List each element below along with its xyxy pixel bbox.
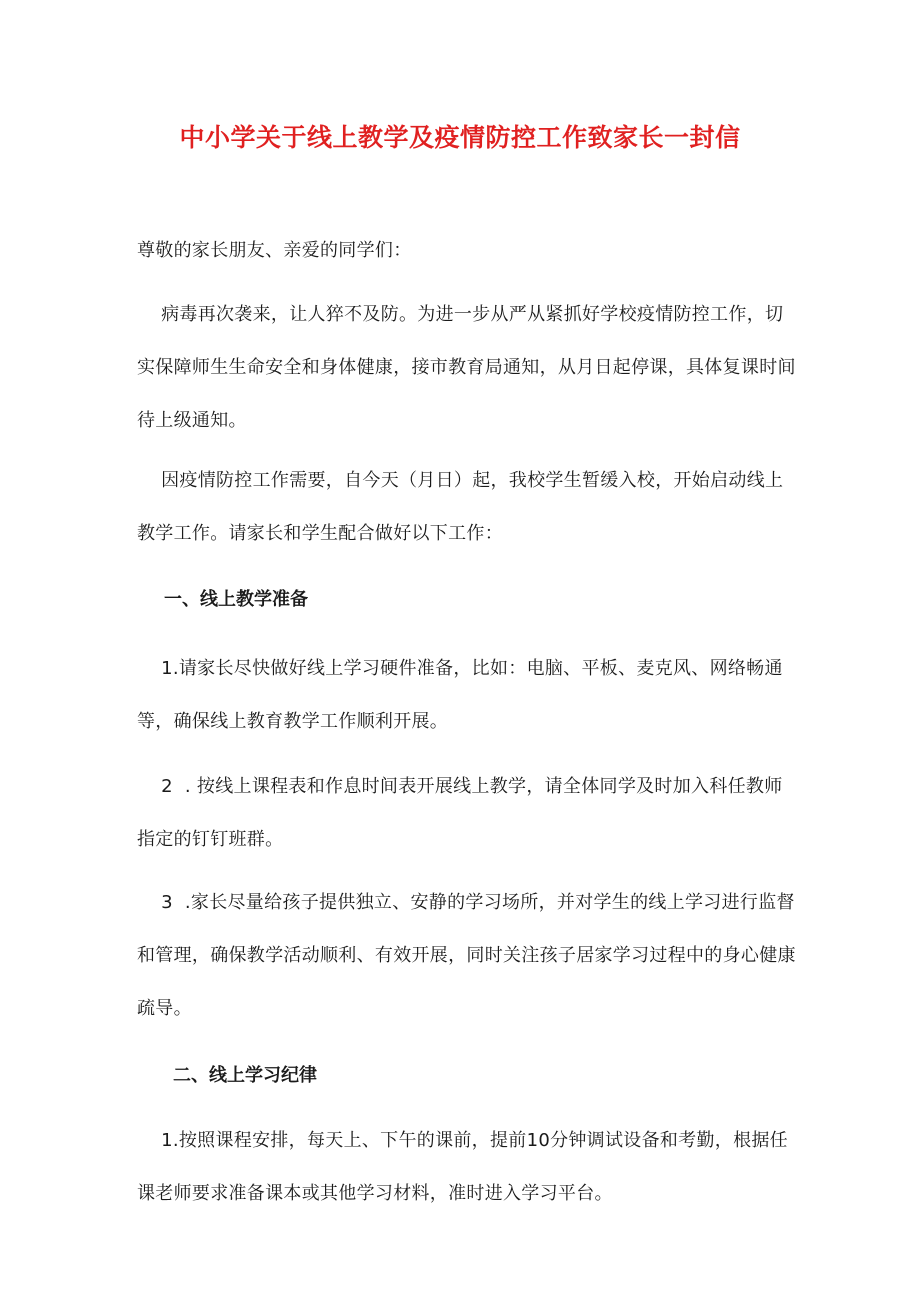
notice-paragraph: 因疫情防控工作需要，自今天（月日）起，我校学生暂缓入校，开始启动线上教学工作。请家长和学生配合做好以下工作： bbox=[137, 470, 784, 544]
greeting: 尊敬的家长朋友、亲爱的同学们： bbox=[137, 240, 412, 261]
section-2-item-1: 1.按照课程安排，每天上、下午的课前，提前10分钟调试设备和考勤，根据任课老师要求准备课本或其他学习材料，准时进入学习平台。 bbox=[137, 1130, 788, 1204]
section-1-item-3: 3 .家长尽量给孩子提供独立、安静的学习场所，并对学生的线上学习进行监督和管理，确保教学活动顺利、有效开展，同时关注孩子居家学习过程中的身心健康疏导。 bbox=[137, 892, 796, 1019]
section-1-heading: 一、线上教学准备 bbox=[164, 589, 308, 610]
section-2-heading: 二、线上学习纪律 bbox=[173, 1065, 317, 1086]
intro-paragraph: 病毒再次袭来，让人猝不及防。为进一步从严从紧抓好学校疫情防控工作，切实保障师生生命安全和身体健康，接市教育局通知，从月日起停课，具体复课时间待上级通知。 bbox=[137, 304, 796, 431]
section-1-item-2: 2 . 按线上课程表和作息时间表开展线上教学，请全体同学及时加入科任教师指定的钉钉班群。 bbox=[137, 776, 783, 850]
document-title: 中小学关于线上教学及疫情防控工作致家长一封信 bbox=[179, 123, 741, 152]
section-1-item-1: 1.请家长尽快做好线上学习硬件准备，比如：电脑、平板、麦克风、网络畅通等，确保线上教育教学工作顺利开展。 bbox=[137, 658, 783, 732]
